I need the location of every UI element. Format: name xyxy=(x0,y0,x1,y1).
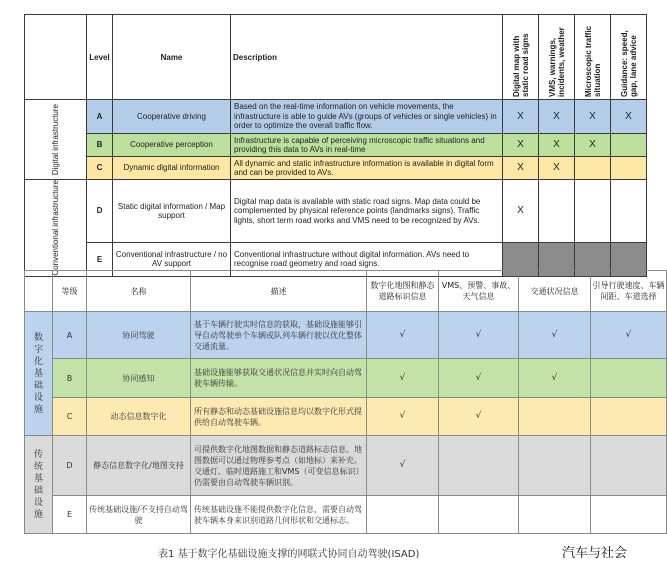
check-cell xyxy=(591,496,667,534)
mark-cell: X xyxy=(575,134,611,157)
table-row xyxy=(25,496,667,534)
header-digital-map: 数字化地图和静态道路标识信息 xyxy=(367,271,439,312)
mark-cell: X xyxy=(539,157,575,180)
check-cell xyxy=(591,436,667,496)
level-cell: B xyxy=(53,359,87,398)
level-cell: E xyxy=(53,496,87,534)
table-row xyxy=(25,180,647,243)
header-blank xyxy=(25,271,53,312)
english-isad-table xyxy=(24,14,647,277)
mark-cell: X xyxy=(539,100,575,134)
level-cell: A xyxy=(87,100,113,134)
header-vms: VMS、预警、事故、天气信息 xyxy=(439,271,519,312)
header-vms: VMS, warnings, incidents, weather xyxy=(539,15,575,100)
description-cell: Infrastructure is capable of perceiving microscopic traffic situations and providing this data to AVs in real-time xyxy=(231,134,503,157)
mark-cell: X xyxy=(539,134,575,157)
mark-cell: X xyxy=(503,180,539,243)
check-cell: √ xyxy=(439,312,519,359)
header-row xyxy=(25,15,647,100)
table-row xyxy=(25,359,667,398)
name-cell: 协同感知 xyxy=(87,359,191,398)
description-cell: All dynamic and static infrastructure information is available in digital form and can be provided to AVs. xyxy=(231,157,503,180)
chinese-isad-table xyxy=(24,270,667,534)
mark-cell: X xyxy=(575,100,611,134)
brand-watermark: 汽车与社会 xyxy=(562,546,628,561)
name-cell: Cooperative driving xyxy=(113,100,231,134)
name-cell: Dynamic digital information xyxy=(113,157,231,180)
group-digital-infrastructure: 数字化基础设施 xyxy=(25,312,53,436)
header-level: Level xyxy=(87,15,113,100)
table-row xyxy=(25,312,667,359)
check-cell xyxy=(591,359,667,398)
check-cell xyxy=(367,496,439,534)
description-cell: 可提供数字化地图数据和静态道路标志信息。地图数据可以通过物理参考点（如地标）来补充。交通灯、临时道路施工和VMS（可变信息标识）仍需要由自动驾驶车辆识别。 xyxy=(191,436,367,496)
table-row xyxy=(25,157,647,180)
mark-cell xyxy=(575,180,611,243)
level-cell: C xyxy=(87,157,113,180)
description-cell: 所有静态和动态基础设施信息均以数字化形式提供给自动驾驶车辆。 xyxy=(191,398,367,436)
mark-cell xyxy=(611,157,647,180)
level-cell: C xyxy=(53,398,87,436)
level-cell: E xyxy=(87,243,113,277)
table-row xyxy=(25,398,667,436)
group-conventional-infrastructure: Conventional infrastructure xyxy=(25,180,87,277)
name-cell: Static digital information / Map support xyxy=(113,180,231,243)
header-blank xyxy=(25,15,87,100)
description-cell: 基于车辆行驶实时信息的获取，基础设施能够引导自动驾驶单个车辆或队列车辆行驶以优化整体交通流量。 xyxy=(191,312,367,359)
description-cell: 基础设施能够获取交通状况信息并实时向自动驾驶车辆传输。 xyxy=(191,359,367,398)
table-row xyxy=(25,436,667,496)
header-guidance: Guidance: speed, gap, lane advice xyxy=(611,15,647,100)
check-cell xyxy=(439,436,519,496)
mark-cell xyxy=(611,134,647,157)
name-cell: Cooperative perception xyxy=(113,134,231,157)
header-name: 名称 xyxy=(87,271,191,312)
mark-cell: X xyxy=(503,134,539,157)
header-description: 描述 xyxy=(191,271,367,312)
description-cell: Digital map data is available with static road signs. Map data could be complemented by physical reference points (landmarks signs). Traffic lights, short term road works and VMS need to be recognized by AVs. xyxy=(231,180,503,243)
mark-cell xyxy=(539,180,575,243)
check-cell xyxy=(519,398,591,436)
header-microscopic-traffic: Microscopic traffic situation xyxy=(575,15,611,100)
group-conventional-infrastructure: 传统基础设施 xyxy=(25,436,53,534)
name-cell: 传统基础设施/不支持自动驾驶 xyxy=(87,496,191,534)
level-cell: D xyxy=(53,436,87,496)
group-digital-infrastructure: Digital infrastructure xyxy=(25,100,87,180)
level-cell: A xyxy=(53,312,87,359)
check-cell: √ xyxy=(591,312,667,359)
header-name: Name xyxy=(113,15,231,100)
check-cell: √ xyxy=(367,398,439,436)
name-cell: 动态信息数字化 xyxy=(87,398,191,436)
check-cell xyxy=(519,436,591,496)
check-cell: √ xyxy=(367,436,439,496)
check-cell: √ xyxy=(439,359,519,398)
description-cell: Based on the real-time information on vehicle movements, the infrastructure is able to guide AVs (groups of vehicles or single vehicles) in order to optimize the overall traffic flow. xyxy=(231,100,503,134)
mark-cell: X xyxy=(611,100,647,134)
description-cell: Conventional infrastructure without digital information. AVs need to recognise road geometry and road signs. xyxy=(231,243,503,277)
check-cell: √ xyxy=(367,312,439,359)
check-cell xyxy=(439,496,519,534)
header-traffic-situation: 交通状况信息 xyxy=(519,271,591,312)
level-cell: D xyxy=(87,180,113,243)
table-caption: 表1 基于数字化基础设施支撑的网联式协同自动驾驶(ISAD) xyxy=(158,549,420,560)
check-cell: √ xyxy=(519,359,591,398)
table-row xyxy=(25,100,647,134)
check-cell: √ xyxy=(439,398,519,436)
name-cell: 静态信息数字化/地图支持 xyxy=(87,436,191,496)
header-level: 等级 xyxy=(53,271,87,312)
mark-cell xyxy=(575,157,611,180)
check-cell: √ xyxy=(367,359,439,398)
check-cell xyxy=(591,398,667,436)
name-cell: Conventional infrastructure / no AV support xyxy=(113,243,231,277)
header-row xyxy=(25,271,667,312)
description-cell: 传统基础设施不能提供数字化信息，需要自动驾驶车辆本身来识别道路几何形状和交通标志。 xyxy=(191,496,367,534)
name-cell: 协同驾驶 xyxy=(87,312,191,359)
check-cell: √ xyxy=(519,312,591,359)
mark-cell: X xyxy=(503,157,539,180)
level-cell: B xyxy=(87,134,113,157)
header-guidance: 引导行驶速度、车辆间距、车道选择 xyxy=(591,271,667,312)
mark-cell xyxy=(611,180,647,243)
mark-cell: X xyxy=(503,100,539,134)
table-row xyxy=(25,134,647,157)
header-description: Description xyxy=(231,15,503,100)
check-cell xyxy=(519,496,591,534)
header-digital-map: Digital map with static road signs xyxy=(503,15,539,100)
